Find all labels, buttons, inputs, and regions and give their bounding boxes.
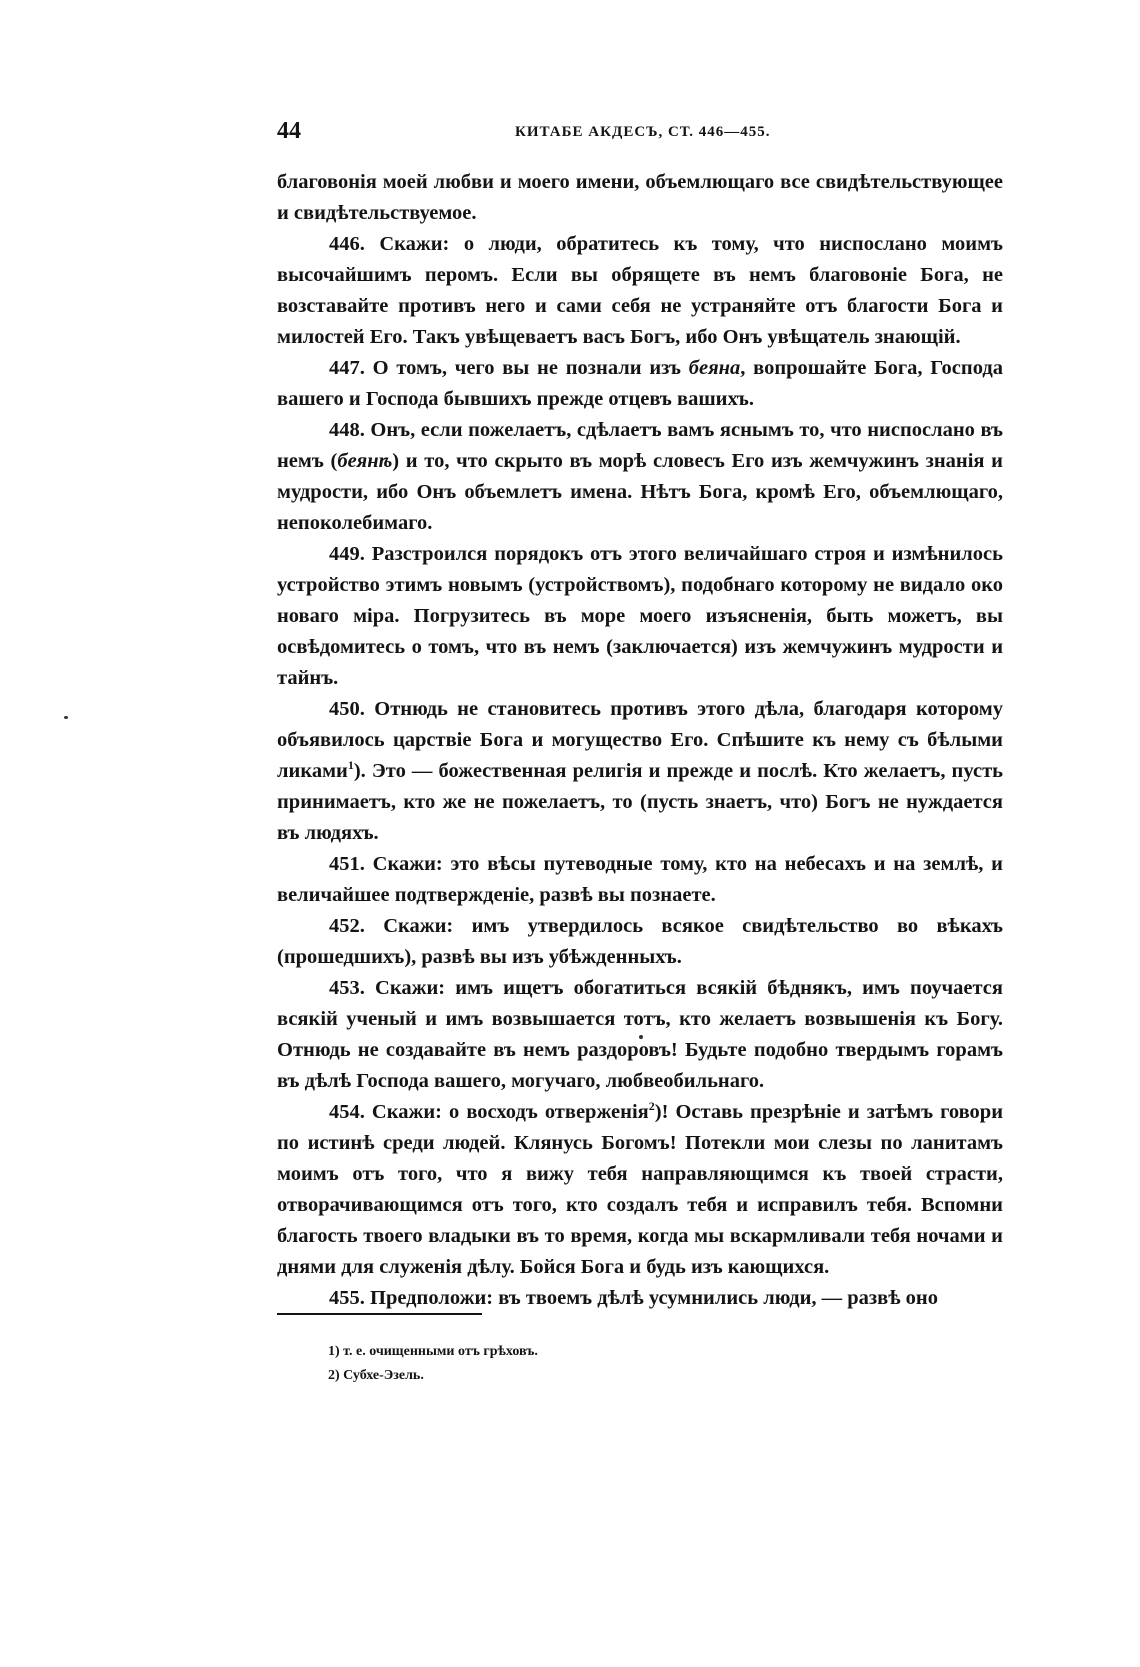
- verse-448-text-cont: ) и то, что скрыто въ морѣ словесъ Его изъ жемчужинъ знанія и мудрости, ибо Онъ объемлетъ имена. Нѣтъ Бога, кромѣ Его, объемлющаго, непоколебимаго.: [277, 450, 1003, 534]
- footnotes: [328, 1340, 538, 1388]
- verse-448-italic-term: беянѣ: [337, 450, 393, 472]
- verse-455: 455. Предположи: въ твоемъ дѣлѣ усумнились люди, — развѣ оно: [329, 1287, 938, 1309]
- footnote-ref-2: 2: [648, 1099, 655, 1114]
- scan-speck: [64, 716, 68, 719]
- verse-450: [277, 694, 1003, 849]
- footnote-rule: [277, 1313, 482, 1315]
- verse-448: [277, 415, 1003, 539]
- verse-447-text-cont: , вопрошайте Бога, Господа вашего и Господа бывшихъ прежде отцевъ вашихъ.: [277, 357, 1003, 410]
- continuation-paragraph: благовонія моей любви и моего имени, объемлющаго все свидѣтельствующее и свидѣтельствуемое.: [277, 171, 1003, 224]
- scan-speck: [639, 1035, 643, 1039]
- verse-447-italic-term: беяна: [688, 357, 741, 379]
- verse-454-text: 454. Скажи: о восходъ отверженія: [329, 1101, 649, 1123]
- verse-454-text-cont: )! Оставь презрѣніе и затѣмъ говори по истинѣ среди людей. Клянусь Богомъ! Потекли мои слезы по ланитамъ моимъ отъ того, что я вижу тебя направляющимся къ твоей страсти, отворачивающимся отъ того, кто создалъ тебя и исправилъ тебя. Вспомни благость твоего владыки въ то время, когда мы вскармливали тебя ночами и днями для служенія дѣлу. Бойся Бога и будь изъ кающихся.: [277, 1101, 1004, 1278]
- verse-447-text: 447. О томъ, чего вы не познали изъ: [329, 357, 689, 379]
- footnote-2: 2) Субхе-Эзель.: [328, 1368, 424, 1383]
- verse-450-text: 450. Отнюдь не становитесь противъ этого дѣла, благодаря которому объявилось царствіе Бога и могущество Его. Спѣшите къ нему съ бѣлыми ликами: [277, 698, 1003, 782]
- page-number: 44: [277, 118, 301, 144]
- footnote-1: 1) т. е. очищенными отъ грѣховъ.: [328, 1344, 538, 1359]
- running-head: КИТАБЕ АКДЕСЪ, СТ. 446—455.: [515, 124, 771, 140]
- verse-449: 449. Разстроился порядокъ отъ этого величайшаго строя и измѣнилось устройство этимъ новымъ (устройствомъ), подобнаго которому не видало око новаго міра. Погрузитесь въ море моего изъясненія, быть можетъ, вы освѣдомитесь о томъ, что въ немъ (заключается) изъ жемчужинъ мудрости и тайнъ.: [277, 543, 1003, 689]
- verse-453: 453. Скажи: имъ ищетъ обогатиться всякій бѣднякъ, имъ поучается всякій ученый и имъ возвышается тотъ, кто желаетъ возвышенія къ Богу. Отнюдь не создавайте въ немъ раздоровъ! Будьте подобно твердымъ горамъ въ дѣлѣ Господа вашего, могучаго, любвеобильнаго.: [277, 977, 1003, 1092]
- verse-454: [277, 1097, 1003, 1283]
- body-text: [277, 167, 1003, 1314]
- verse-450-text-cont: ). Это — божественная религія и прежде и послѣ. Кто желаетъ, пусть принимаетъ, кто же не пожелаетъ, то (пусть знаетъ, что) Богъ не нуждается въ людяхъ.: [277, 760, 1003, 844]
- verse-448-text: 448. Онъ, если пожелаетъ, сдѣлаетъ вамъ яснымъ то, что ниспослано въ немъ (: [277, 419, 1003, 472]
- verse-451: 451. Скажи: это вѣсы путеводные тому, кто на небесахъ и на землѣ, и величайшее подтвержденіе, развѣ вы познаете.: [277, 853, 1003, 906]
- verse-452: 452. Скажи: имъ утвердилось всякое свидѣтельство во вѣкахъ (прошедшихъ), развѣ вы изъ убѣжденныхъ.: [277, 915, 1003, 968]
- verse-447: [277, 353, 1003, 415]
- verse-446: 446. Скажи: о люди, обратитесь къ тому, что ниспослано моимъ высочайшимъ перомъ. Если вы обрящете въ немъ благовоніе Бога, не возставайте противъ него и сами себя не устраняйте отъ благости Бога и милостей Его. Такъ увѣщеваетъ васъ Богъ, ибо Онъ увѣщатель знающій.: [277, 233, 1003, 348]
- footnote-ref-1: 1: [347, 758, 354, 773]
